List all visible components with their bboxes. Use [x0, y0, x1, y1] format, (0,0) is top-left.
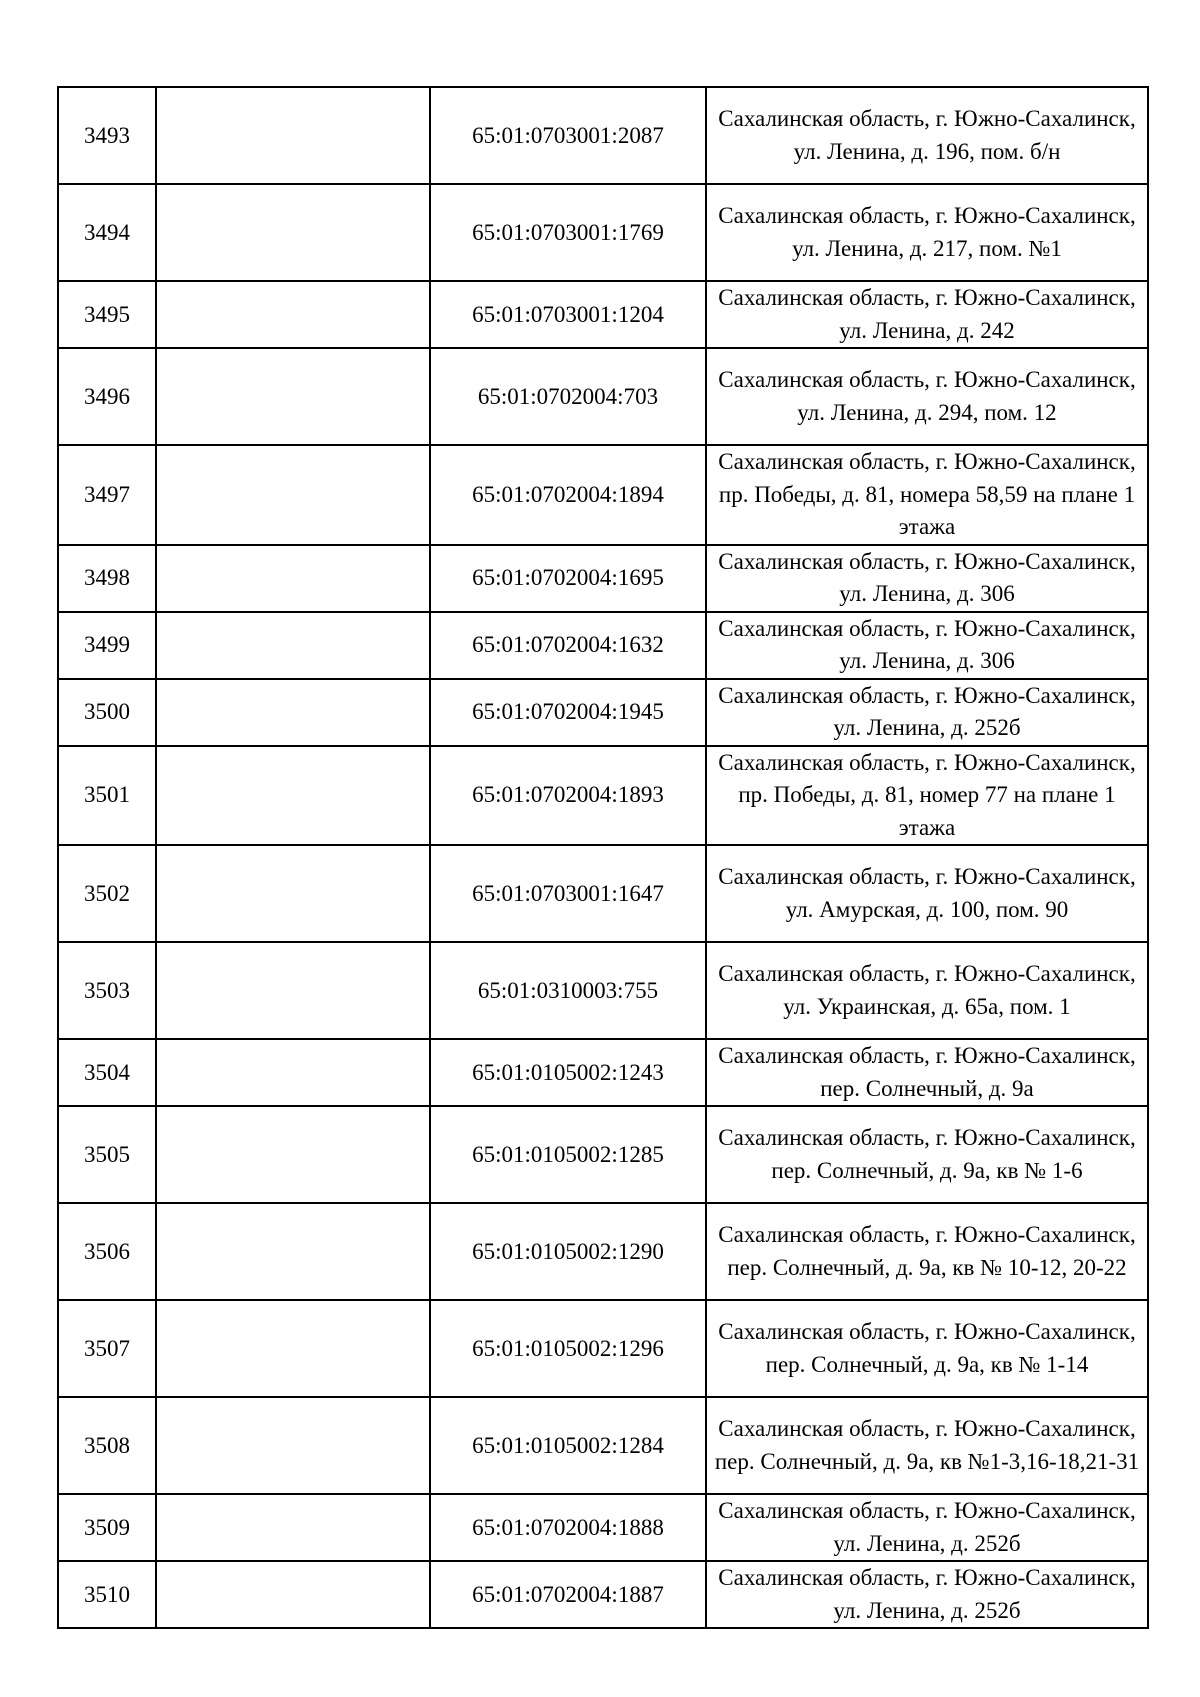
row-name: [156, 1300, 430, 1397]
row-name: [156, 87, 430, 184]
row-name: [156, 545, 430, 612]
row-address: Сахалинская область, г. Южно-Сахалинск, ул. Ленина, д. 252б: [706, 679, 1148, 746]
row-cadastral-number: 65:01:0105002:1296: [430, 1300, 706, 1397]
row-number: 3495: [58, 281, 156, 348]
table-row: [58, 1106, 1148, 1203]
table-row: [58, 1561, 1148, 1628]
table-row: [58, 545, 1148, 612]
row-cadastral-number: 65:01:0702004:1632: [430, 612, 706, 679]
row-cadastral-number: 65:01:0703001:2087: [430, 87, 706, 184]
row-address: Сахалинская область, г. Южно-Сахалинск, пер. Солнечный, д. 9а: [706, 1039, 1148, 1106]
row-number: 3493: [58, 87, 156, 184]
row-name: [156, 1203, 430, 1300]
property-table: [57, 86, 1149, 1629]
row-number: 3506: [58, 1203, 156, 1300]
table-body: [58, 87, 1148, 1628]
table-row: [58, 679, 1148, 746]
row-cadastral-number: 65:01:0105002:1284: [430, 1397, 706, 1494]
row-address: Сахалинская область, г. Южно-Сахалинск, ул. Ленина, д. 196, пом. б/н: [706, 87, 1148, 184]
row-number: 3508: [58, 1397, 156, 1494]
row-address: Сахалинская область, г. Южно-Сахалинск, пр. Победы, д. 81, номера 58,59 на плане 1 этажа: [706, 445, 1148, 545]
row-cadastral-number: 65:01:0703001:1769: [430, 184, 706, 281]
row-name: [156, 612, 430, 679]
table-row: [58, 1203, 1148, 1300]
row-address: Сахалинская область, г. Южно-Сахалинск, ул. Амурская, д. 100, пом. 90: [706, 845, 1148, 942]
row-number: 3494: [58, 184, 156, 281]
row-cadastral-number: 65:01:0105002:1290: [430, 1203, 706, 1300]
row-cadastral-number: 65:01:0702004:1888: [430, 1494, 706, 1561]
row-address: Сахалинская область, г. Южно-Сахалинск, пер. Солнечный, д. 9а, кв № 1-6: [706, 1106, 1148, 1203]
row-number: 3500: [58, 679, 156, 746]
row-name: [156, 1106, 430, 1203]
row-cadastral-number: 65:01:0702004:1945: [430, 679, 706, 746]
row-address: Сахалинская область, г. Южно-Сахалинск, ул. Ленина, д. 252б: [706, 1494, 1148, 1561]
table-row: [58, 746, 1148, 846]
row-address: Сахалинская область, г. Южно-Сахалинск, пер. Солнечный, д. 9а, кв № 1-14: [706, 1300, 1148, 1397]
document-page: [57, 86, 1147, 1629]
row-name: [156, 746, 430, 846]
row-name: [156, 1494, 430, 1561]
row-name: [156, 1039, 430, 1106]
table-row: [58, 87, 1148, 184]
row-address: Сахалинская область, г. Южно-Сахалинск, пр. Победы, д. 81, номер 77 на плане 1 этажа: [706, 746, 1148, 846]
row-address: Сахалинская область, г. Южно-Сахалинск, ул. Ленина, д. 306: [706, 612, 1148, 679]
table-row: [58, 1397, 1148, 1494]
row-cadastral-number: 65:01:0702004:1695: [430, 545, 706, 612]
row-cadastral-number: 65:01:0702004:1894: [430, 445, 706, 545]
row-cadastral-number: 65:01:0105002:1243: [430, 1039, 706, 1106]
row-name: [156, 1397, 430, 1494]
row-number: 3501: [58, 746, 156, 846]
row-number: 3507: [58, 1300, 156, 1397]
row-name: [156, 1561, 430, 1628]
row-name: [156, 281, 430, 348]
table-row: [58, 942, 1148, 1039]
row-cadastral-number: 65:01:0702004:1887: [430, 1561, 706, 1628]
row-address: Сахалинская область, г. Южно-Сахалинск, ул. Ленина, д. 252б: [706, 1561, 1148, 1628]
row-name: [156, 679, 430, 746]
row-name: [156, 348, 430, 445]
row-number: 3497: [58, 445, 156, 545]
table-row: [58, 845, 1148, 942]
row-address: Сахалинская область, г. Южно-Сахалинск, ул. Украинская, д. 65а, пом. 1: [706, 942, 1148, 1039]
table-row: [58, 1494, 1148, 1561]
row-address: Сахалинская область, г. Южно-Сахалинск, ул. Ленина, д. 306: [706, 545, 1148, 612]
row-address: Сахалинская область, г. Южно-Сахалинск, пер. Солнечный, д. 9а, кв № 10-12, 20-22: [706, 1203, 1148, 1300]
row-address: Сахалинская область, г. Южно-Сахалинск, ул. Ленина, д. 242: [706, 281, 1148, 348]
row-cadastral-number: 65:01:0702004:703: [430, 348, 706, 445]
row-address: Сахалинская область, г. Южно-Сахалинск, ул. Ленина, д. 217, пом. №1: [706, 184, 1148, 281]
row-cadastral-number: 65:01:0703001:1647: [430, 845, 706, 942]
row-number: 3505: [58, 1106, 156, 1203]
table-row: [58, 1300, 1148, 1397]
row-number: 3509: [58, 1494, 156, 1561]
row-number: 3496: [58, 348, 156, 445]
table-row: [58, 184, 1148, 281]
row-number: 3504: [58, 1039, 156, 1106]
table-row: [58, 348, 1148, 445]
row-name: [156, 845, 430, 942]
row-cadastral-number: 65:01:0703001:1204: [430, 281, 706, 348]
row-cadastral-number: 65:01:0105002:1285: [430, 1106, 706, 1203]
row-cadastral-number: 65:01:0702004:1893: [430, 746, 706, 846]
row-number: 3510: [58, 1561, 156, 1628]
table-row: [58, 281, 1148, 348]
table-row: [58, 445, 1148, 545]
row-number: 3499: [58, 612, 156, 679]
row-address: Сахалинская область, г. Южно-Сахалинск, пер. Солнечный, д. 9а, кв №1-3,16-18,21-31: [706, 1397, 1148, 1494]
row-address: Сахалинская область, г. Южно-Сахалинск, ул. Ленина, д. 294, пом. 12: [706, 348, 1148, 445]
row-number: 3503: [58, 942, 156, 1039]
row-cadastral-number: 65:01:0310003:755: [430, 942, 706, 1039]
row-number: 3498: [58, 545, 156, 612]
row-name: [156, 184, 430, 281]
table-row: [58, 1039, 1148, 1106]
row-number: 3502: [58, 845, 156, 942]
row-name: [156, 942, 430, 1039]
table-row: [58, 612, 1148, 679]
row-name: [156, 445, 430, 545]
